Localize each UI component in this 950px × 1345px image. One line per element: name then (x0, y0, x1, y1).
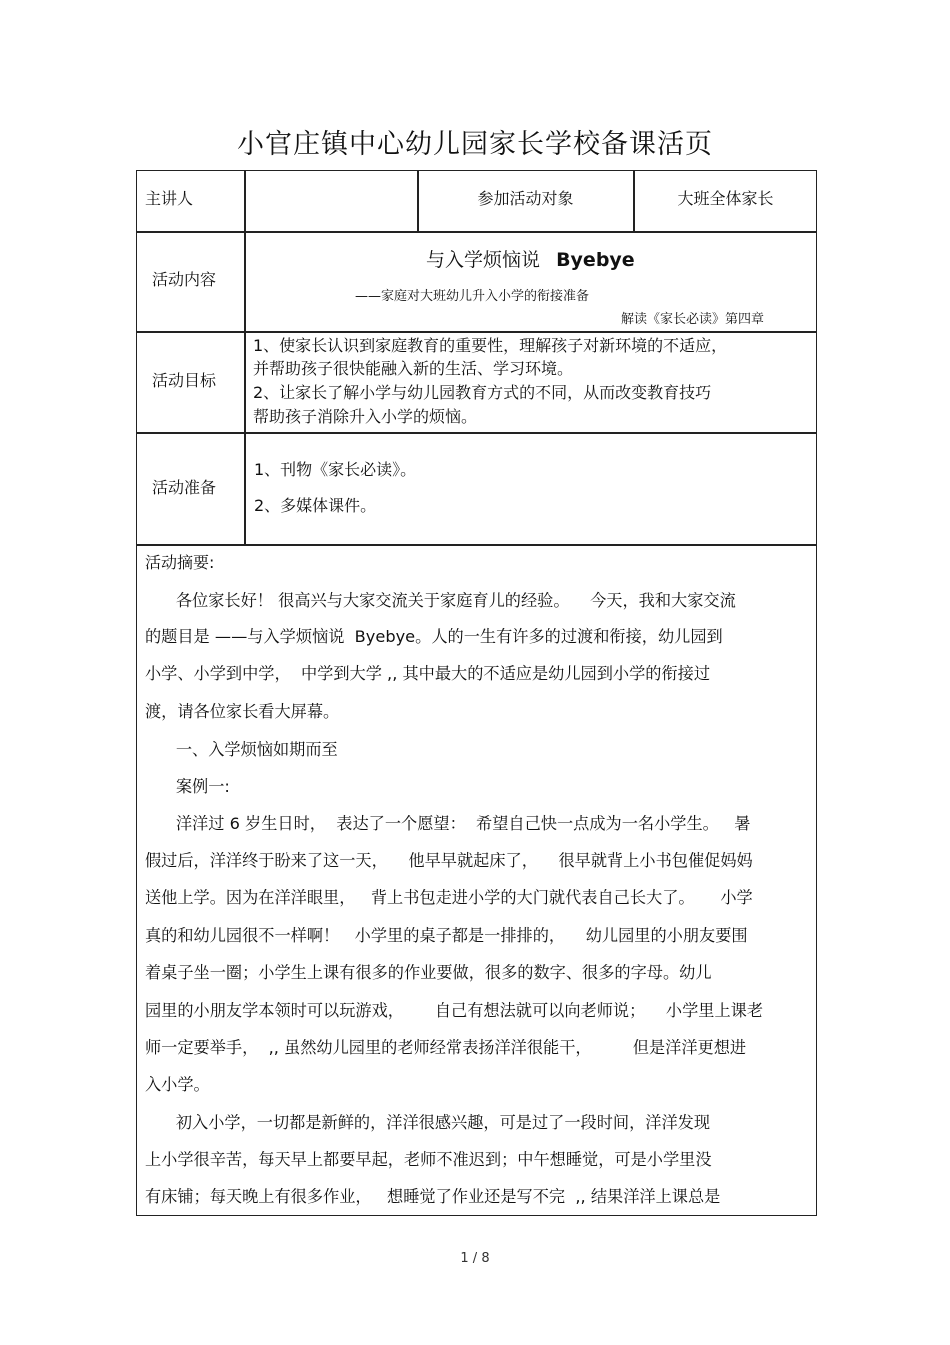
summary-line: 着桌子坐一圈；小学生上课有很多的作业要做，很多的数字、很多的字母。幼儿 (145, 963, 712, 982)
summary-line: 入小学。 (145, 1075, 210, 1094)
table-rule (136, 331, 817, 333)
summary-line: 有床铺；每天晚上有很多作业， 想睡觉了作业还是写不完 ,, 结果洋洋上课总是 (145, 1187, 721, 1206)
summary-line: 上小学很辛苦，每天早上都要早起，老师不准迟到；中午想睡觉，可是小学里没 (145, 1150, 712, 1169)
audience-label: 参加活动对象 (477, 189, 574, 208)
summary-line: 案例一: (145, 777, 230, 796)
table-rule (136, 544, 817, 546)
summary-line: 初入小学，一切都是新鲜的，洋洋很感兴趣，可是过了一段时间，洋洋发现 (145, 1113, 711, 1132)
goal-line: 1、使家长认识到家庭教育的重要性，理解孩子对新环境的不适应， (253, 336, 728, 355)
summary-line: 园里的小朋友学本领时可以玩游戏， 自己有想法就可以向老师说； 小学里上课老 (145, 1001, 764, 1020)
prep-item: 1、刊物《家长必读》。 (254, 460, 417, 479)
table-rule (244, 170, 246, 545)
page-number: 1 / 8 (460, 1251, 490, 1266)
audience-value: 大班全体家长 (677, 189, 774, 208)
summary-line: 师一定要举手， ,, 虽然幼儿园里的老师经常表扬洋洋很能干， 但是洋洋更想进 (145, 1038, 747, 1057)
goal-label: 活动目标 (152, 371, 217, 390)
goal-line: 帮助孩子消除升入小学的烦恼。 (253, 407, 478, 426)
goal-line: 2、让家长了解小学与幼儿园教育方式的不同，从而改变教育技巧 (253, 383, 712, 402)
summary-line: 渡，请各位家长看大屏幕。 (145, 702, 340, 721)
content-label: 活动内容 (152, 270, 217, 289)
summary-line: 各位家长好！ 很高兴与大家交流关于家庭育儿的经验。 今天，我和大家交流 (145, 591, 736, 610)
content-title-en: Byebye (556, 249, 635, 271)
summary-line: 送他上学。因为在洋洋眼里， 背上书包走进小学的大门就代表自己长大了。 小学 (145, 888, 753, 907)
summary-line: 洋洋过 6 岁生日时， 表达了一个愿望： 希望自己快一点成为一名小学生。 暑 (145, 814, 751, 833)
content-reference: 解读《家长必读》第四章 (621, 312, 765, 327)
goal-line: 并帮助孩子很快能融入新的生活、学习环境。 (253, 359, 574, 378)
summary-line: 小学、小学到中学， 中学到大学 ,, 其中最大的不适应是幼儿园到小学的衔接过 (145, 664, 711, 683)
speaker-label: 主讲人 (145, 189, 194, 208)
content-title-cn: 与入学烦恼说 (426, 249, 541, 271)
content-title (426, 245, 635, 272)
summary-line: 真的和幼儿园很不一样啊！ 小学里的桌子都是一排排的， 幼儿园里的小朋友要围 (145, 926, 748, 945)
prep-label: 活动准备 (152, 478, 217, 497)
page-title: 小官庄镇中心幼儿园家长学校备课活页 (237, 129, 713, 160)
summary-line: 的题目是 ——与入学烦恼说 Byebye。人的一生有许多的过渡和衔接，幼儿园到 (145, 627, 723, 646)
summary-label: 活动摘要: (145, 553, 215, 572)
table-rule (136, 231, 817, 233)
content-subtitle: ——家庭对大班幼儿升入小学的衔接准备 (355, 289, 590, 304)
prep-item: 2、多媒体课件。 (254, 496, 377, 515)
summary-line: 一、入学烦恼如期而至 (145, 740, 338, 759)
summary-line: 假过后，洋洋终于盼来了这一天， 他早早就起床了， 很早就背上小书包催促妈妈 (145, 851, 753, 870)
table-rule (136, 432, 817, 434)
